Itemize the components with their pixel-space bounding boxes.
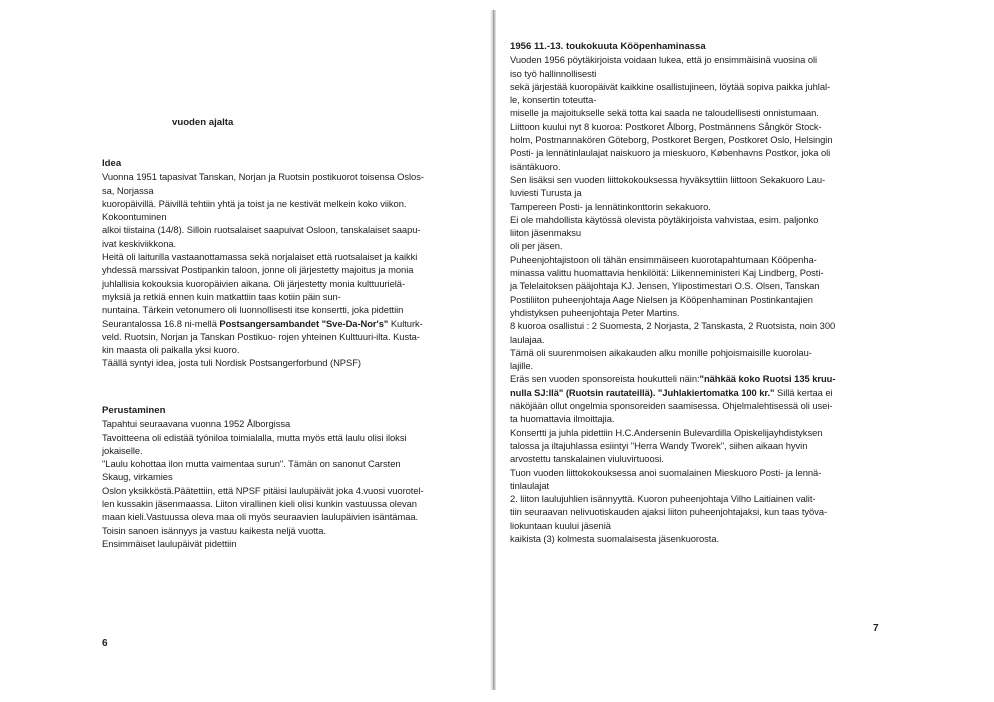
text-line: oli per jäsen. [510, 240, 563, 252]
text-line: myksiä ja retkiä ennen kuin matkattiin taas kotiin päin sun- [102, 290, 341, 302]
text-fragment: Kulturk- [388, 317, 423, 329]
text-line: Sen lisäksi sen vuoden liittokokouksessa hyväksyttiin liittoon Sekakuoro Lau- [510, 173, 826, 185]
text-line: Kokoontuminen [102, 211, 167, 223]
text-line: alkoi tiistaina (14/8). Silloin ruotsalaiset saapuivat Osloon, tanskalaiset saapu- [102, 224, 421, 236]
text-line: Toisin sanoen isännyys ja vastuu kaikesta neljä vuotta. [102, 524, 326, 536]
text-line: Ei ole mahdollista käytössä olevista pöytäkirjoista vahvistaa, esim. paljonko [510, 213, 819, 225]
sponsor-quote-bold: "nähkää koko Ruotsi 135 kruu- [699, 373, 836, 385]
text-line: Täällä syntyi idea, josta tuli Nordisk Postsangerforbund (NPSF) [102, 357, 361, 369]
text-line: 2. liiton laulujuhlien isännyyttä. Kuoron puheenjohtaja Vilho Laitiainen valit- [510, 493, 816, 505]
text-fragment: Eräs sen vuoden sponsoreista houkutteli näin: [510, 373, 700, 385]
text-line: sekä järjestää kuoropäivät kaikkine osallistujineen, löytää sopiva paikka juhlal- [510, 80, 831, 92]
text-line: arvostettu tanskalainen viuluvirtuoosi. [510, 453, 664, 465]
text-line: le, konsertin toteutta- [510, 94, 597, 106]
page-number: 7 [873, 623, 879, 634]
text-line: näköjään ollut ongelmia sponsoreiden saamisessa. Ohjelmalehtisessä oli usei- [510, 400, 833, 412]
text-line: jokaiselle. [102, 444, 143, 456]
idea-heading: Idea [102, 158, 122, 169]
section-heading-top: vuoden ajalta [172, 117, 234, 128]
text-line: yhdistyksen puheenjohtaja Peter Martins. [510, 306, 680, 318]
text-line: Tämä oli suurenmoisen aikakauden alku monille pohjoismaisille kuorolau- [510, 346, 812, 358]
text-line: minassa valittu huomattavia henkilöitä: Liikenneministeri Kaj Lindberg, Posti- [510, 267, 824, 279]
text-line: Vuonna 1951 tapasivat Tanskan, Norjan ja Ruotsin postikuorot toisensa Oslos- [102, 171, 424, 183]
text-line: talossa ja iltajuhlassa esiintyi "Herra Wandy Tworek", siihen aikaan hyvin [510, 439, 808, 451]
text-line: Oslon yksikköstä.Päätettiin, että NPSF pitäisi laulupäivät joka 4.vuosi vuorotel- [102, 484, 424, 496]
text-line: Konsertti ja juhla pidettiin H.C.Andersenin Bulevardilla Opiskelijayhdistyksen [510, 426, 823, 438]
text-line: lajille. [510, 360, 534, 372]
text-line: isäntäkuoro. [510, 160, 561, 172]
founding-heading: Perustaminen [102, 405, 166, 416]
text-line-mixed [510, 372, 888, 385]
text-line: kaikista (3) kolmesta suomalaisesta jäsenkuorosta. [510, 532, 720, 544]
text-line: juhlallisia kokouksia kuoropäivien aikana. Oli järjestetty monia kulttuurielä- [102, 277, 406, 289]
text-line: len kussakin jäsenmaassa. Liiton virallinen kieli olisi kunkin vastuussa olevan [102, 498, 417, 510]
text-line-mixed [510, 386, 888, 399]
text-line: 8 kuoroa osallistui : 2 Suomesta, 2 Norjasta, 2 Tanskasta, 2 Ruotsista, noin 300 [510, 320, 836, 332]
text-line: nuntaina. Tärkein vetonumero oli luonnollisesti itse konsertti, joka pidettiin [102, 304, 404, 316]
text-line: Skaug, virkamies [102, 471, 173, 483]
text-line: Heitä oli laiturilla vastaanottamassa sekä norjalaiset että ruotsalaiset ja kaikki [102, 251, 418, 263]
right-page [496, 0, 994, 702]
text-line: Liittoon kuului nyt 8 kuoroa: Postkoret Ålborg, Postmännens Sångkör Stock- [510, 120, 822, 132]
text-line: luviesti Turusta ja [510, 187, 582, 199]
text-line: Vuoden 1956 pöytäkirjoista voidaan lukea, että jo ensimmäisinä vuosina oli [510, 54, 818, 66]
copenhagen-section [510, 40, 888, 545]
text-fragment: Sillä kertaa ei [774, 386, 833, 398]
text-line: kin maasta oli paikalla yksi kuoro. [102, 344, 240, 356]
text-line: Posti- ja lennätinlaulajat naiskuoro ja mieskuoro, Københavns Postkor, joka oli [510, 147, 831, 159]
text-fragment: Seurantalossa 16.8 ni-mellä [102, 317, 220, 329]
text-line: kuoropäivillä. Päivillä tehtiin yhtä ja toist ja ne kestivät melkein koko viikon. [102, 197, 407, 209]
sponsor-quote-bold: nulla SJ:llä" (Ruotsin rautateillä). "Juhlakiertomatka 100 kr." [510, 386, 775, 398]
text-line: tiin seuraavan nelivuotiskauden ajaksi liiton puheenjohtajaksi, kun taas työva- [510, 506, 828, 518]
left-page [0, 0, 490, 702]
text-line: ja Telelaitoksen pääjohtaja KJ. Jensen, Ylipostimestari O.S. Olsen, Tanskan [510, 280, 820, 292]
text-line: ta huomattavia ilmoittajia. [510, 413, 615, 425]
text-line: Postiliiton puheenjohtaja Aage Nielsen ja Kööpenhaminan Postinkantajien [510, 293, 813, 305]
text-line: ivat keskiviikkona. [102, 237, 177, 249]
text-line: Tuon vuoden liittokokouksessa anoi suomalainen Mieskuoro Posti- ja lennä- [510, 466, 822, 478]
text-line: holm, Postmannakören Göteborg, Postkoret Bergen, Postkoret Oslo, Helsingin [510, 134, 833, 146]
founding-section [102, 404, 474, 550]
page-number: 6 [102, 638, 108, 649]
text-line: "Laulu kohottaa ilon mutta vaimentaa surun". Tämän on sanonut Carsten [102, 458, 401, 470]
text-line: veld. Ruotsin, Norjan ja Tanskan Postikuo- rojen yhteinen Kulttuuri-ilta. Kusta- [102, 330, 420, 342]
text-line: liiton jäsenmaksu [510, 227, 582, 239]
text-line: miselle ja majoitukselle sekä totta kai saada ne taloudellisesti onnistumaan. [510, 107, 819, 119]
text-line: laulajaa. [510, 333, 545, 345]
concert-name-bold: Postsangersambandet "Sve-Da-Nor's" [219, 317, 389, 329]
text-line: Tampereen Posti- ja lennätinkonttorin sekakuoro. [510, 200, 711, 212]
text-line-mixed [102, 317, 474, 330]
text-line: iso työ hallinnollisesti [510, 67, 597, 79]
text-line: Puheenjohtajistoon oli tähän ensimmäiseen kuorotapahtumaan Kööpenha- [510, 253, 817, 265]
copenhagen-heading: 1956 11.-13. toukokuuta Kööpenhaminassa [510, 41, 706, 52]
text-line: Ensimmäiset laulupäivät pidettiin [102, 537, 237, 549]
text-line: liokuntaan kuului jäseniä [510, 519, 611, 531]
text-line: sa, Norjassa [102, 184, 154, 196]
text-line: yhdessä marssivat Postipankin taloon, jonne oli järjestetty majoitus ja monia [102, 264, 414, 276]
text-line: tinlaulajat [510, 479, 550, 491]
text-line: maan kieli.Vastuussa oleva maa oli myös seuraavien laulupäivien isäntämaa. [102, 511, 419, 523]
text-line: Tavoitteena oli edistää työniloa toimialalla, mutta myös että laulu olisi iloksi [102, 431, 407, 443]
text-line: Tapahtui seuraavana vuonna 1952 Ålborgissa [102, 418, 291, 430]
idea-section [102, 157, 474, 370]
